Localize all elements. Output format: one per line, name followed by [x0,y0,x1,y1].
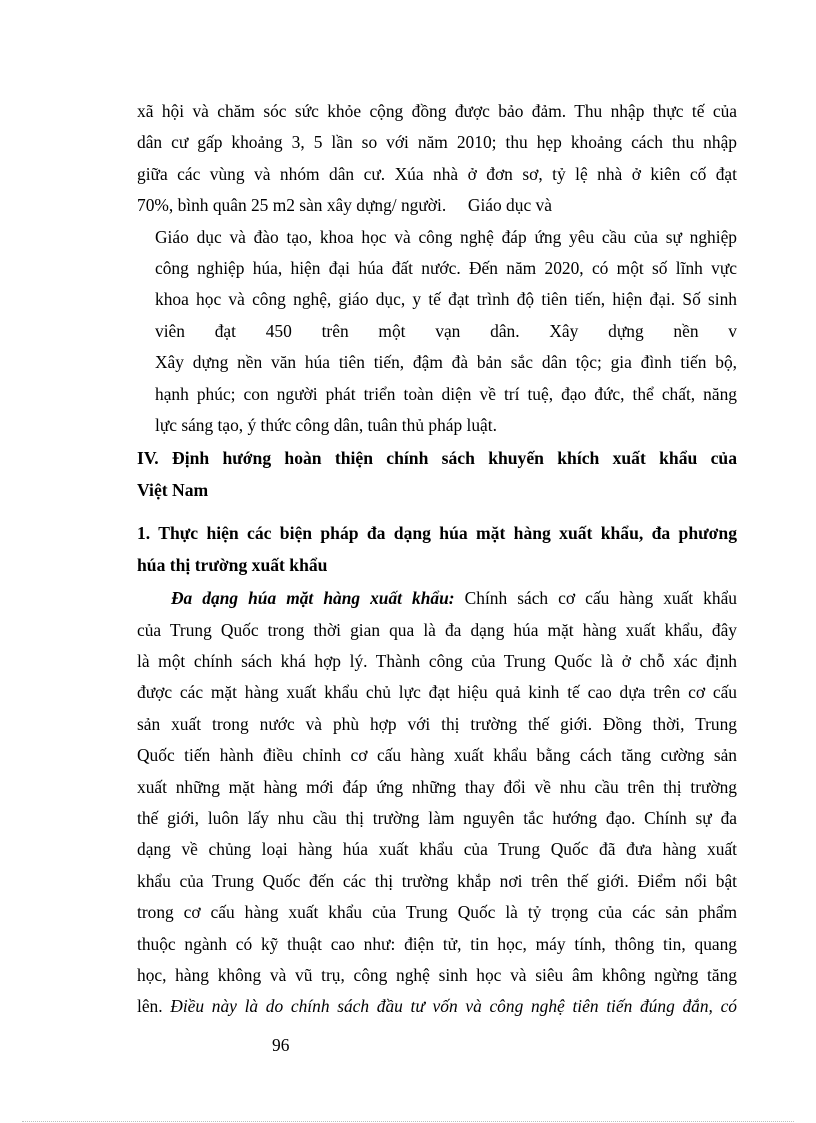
text-span: lên. [137,996,163,1017]
text-line: hạnh phúc; con người phát triển toàn diện về trí tuệ, đạo đức, thể chất, năng [155,383,737,404]
text-line: xã hội và chăm sóc sức khỏe cộng đồng được bảo đảm. Thu nhập thực tế của [137,101,737,121]
text-line: thuộc ngành có kỹ thuật cao như: điện tử, tin học, máy tính, thông tin, quang [137,933,737,954]
text-line: Quốc tiến hành điều chỉnh cơ cấu hàng xuất khẩu bằng cách tăng cường sản [137,745,737,766]
text-line: công nghiệp húa, hiện đại húa đất nước. Đến năm 2020, có một số lĩnh vực [155,258,737,279]
lead-phrase: Đa dạng húa mặt hàng xuất khẩu: [171,588,455,609]
page-bottom-divider [22,1121,794,1122]
text-line: của Trung Quốc trong thời gian qua là đa dạng húa mặt hàng xuất khẩu, đây [137,619,737,640]
text-line: dân cư gấp khoảng 3, 5 lần so với năm 2010; thu hẹp khoảng cách thu nhập [137,132,737,153]
text-span: Chính sách cơ cấu hàng xuất khẩu [454,588,737,609]
text-line: viên đạt 450 trên một vạn dân. Xây dựng nền v [155,320,737,341]
italic-span: Điều này là do chính sách đầu tư vốn và công nghệ tiên tiến đúng đắn, có [162,996,737,1017]
heading-line: Việt Nam [137,479,209,500]
text-line: Xây dựng nền văn húa tiên tiến, đậm đà bản sắc dân tộc; gia đình tiến bộ, [155,352,737,373]
text-line: học, hàng không và vũ trụ, công nghệ sinh học và siêu âm không ngừng tăng [137,964,737,985]
page-number: 96 [272,1035,290,1055]
text-line: trong cơ cấu hàng xuất khẩu của Trung Quốc là tỷ trọng của các sản phẩm [137,902,737,923]
heading-line: 1. Thực hiện các biện pháp đa dạng húa mặt hàng xuất khẩu, đa phương [137,523,737,544]
paragraph-3 [137,583,737,1023]
text-line: thế giới, luôn lấy nhu cầu thị trường làm nguyên tắc hướng đạo. Chính sự đa [137,807,737,828]
text-line: được các mặt hàng xuất khẩu chủ lực đạt hiệu quả kinh tế cao dựa trên cơ cấu [137,682,737,703]
text-line: khẩu của Trung Quốc đến các thị trường khắp nơi trên thế giới. Điểm nổi bật [137,870,737,891]
text-line [137,991,737,1022]
text-line: xuất những mặt hàng mới đáp ứng những thay đổi về nhu cầu trên thị trường [137,776,737,797]
text-line: lực sáng tạo, ý thức công dân, tuân thủ pháp luật. [155,415,497,436]
text-line: Giáo dục và đào tạo, khoa học và công nghệ đáp ứng yêu cầu của sự nghiệp [155,226,737,247]
text-line [137,583,737,614]
text-line: giữa các vùng và nhóm dân cư. Xúa nhà ở đơn sơ, tỷ lệ nhà ở kiên cố đạt [137,163,737,184]
paragraph-1 [137,96,737,222]
text-line: sản xuất trong nước và phù hợp với thị trường thế giới. Đồng thời, Trung [137,713,737,734]
heading-line: IV. Định hướng hoàn thiện chính sách khuyến khích xuất khẩu của [137,448,737,469]
heading-line: húa thị trường xuất khẩu [137,554,328,575]
page-body [137,96,737,1023]
text-line: là một chính sách khá hợp lý. Thành công của Trung Quốc là ở chỗ xác định [137,650,737,671]
subsection-heading-1 [137,518,737,581]
text-line: khoa học và công nghệ, giáo dục, y tế đạt trình độ tiên tiến, hiện đại. Số sinh [155,289,737,310]
paragraph-2 [137,222,737,442]
text-line: 70%, bình quân 25 m2 sàn xây dựng/ người. Giáo dục và [137,195,552,216]
section-heading-iv [137,443,737,506]
text-line: dạng về chủng loại hàng húa xuất khẩu của Trung Quốc đã đưa hàng xuất [137,839,737,860]
